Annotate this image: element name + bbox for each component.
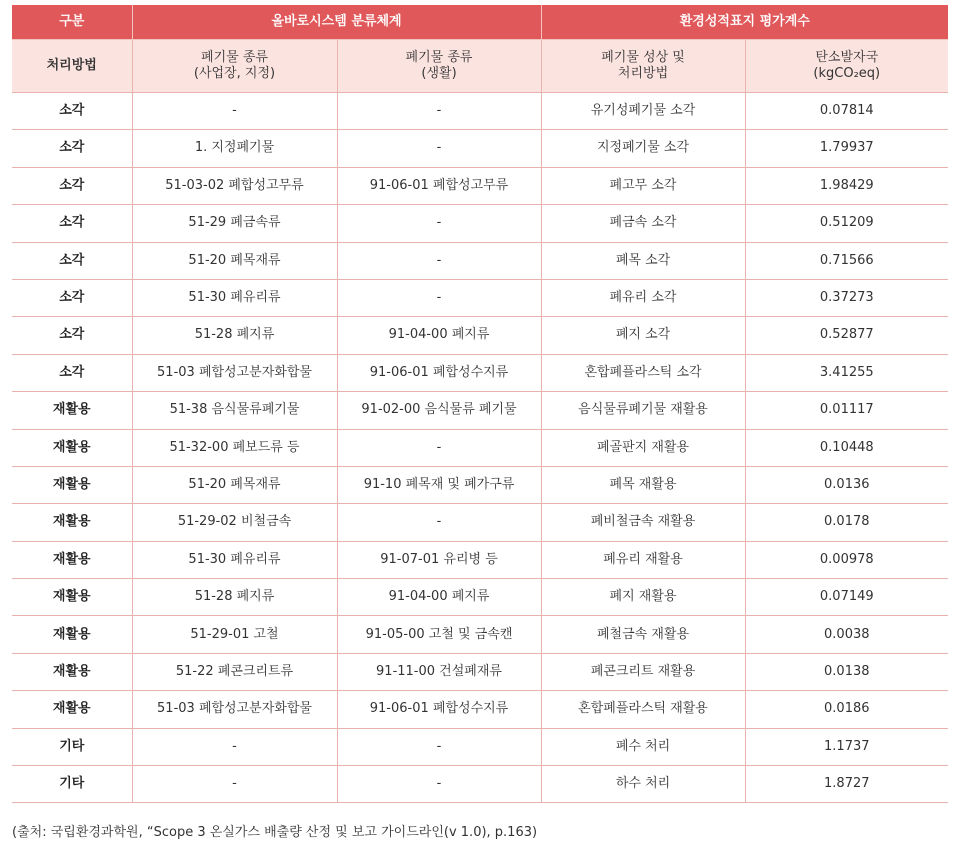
table-row [12, 616, 948, 653]
table-body [12, 93, 948, 803]
cell-waste-type-life: 91-11-00 건설폐재류 [337, 653, 541, 690]
header-row-sub [12, 40, 948, 93]
cell-method: 재활용 [12, 504, 132, 541]
cell-composition: 폐유리 소각 [541, 279, 745, 316]
header-waste-type-life [337, 40, 541, 93]
table-row [12, 279, 948, 316]
cell-carbon-value: 1.79937 [745, 130, 948, 167]
cell-composition: 하수 처리 [541, 766, 745, 803]
cell-waste-type-life: 91-06-01 폐합성고무류 [337, 167, 541, 204]
source-citation: (출처: 국립환경과학원, “Scope 3 온실가스 배출량 산정 및 보고 가이드라인(v 1.0), p.163) [12, 825, 538, 840]
cell-waste-type-biz: 51-28 폐지류 [132, 579, 337, 616]
cell-method: 소각 [12, 317, 132, 354]
cell-carbon-value: 0.71566 [745, 242, 948, 279]
table-row [12, 504, 948, 541]
cell-waste-type-biz: 51-20 폐목재류 [132, 466, 337, 503]
cell-waste-type-biz: 51-32-00 폐보드류 등 [132, 429, 337, 466]
cell-waste-type-biz: 51-38 음식물류폐기물 [132, 392, 337, 429]
cell-waste-type-biz: - [132, 93, 337, 130]
cell-method: 재활용 [12, 466, 132, 503]
cell-waste-type-biz: 51-29 폐금속류 [132, 205, 337, 242]
table-row [12, 242, 948, 279]
cell-carbon-value: 0.52877 [745, 317, 948, 354]
cell-composition: 지정폐기물 소각 [541, 130, 745, 167]
cell-carbon-value: 0.0136 [745, 466, 948, 503]
cell-carbon-value: 0.51209 [745, 205, 948, 242]
cell-carbon-value: 0.01117 [745, 392, 948, 429]
cell-waste-type-life: 91-04-00 폐지류 [337, 317, 541, 354]
header-row-top [12, 5, 948, 40]
cell-waste-type-biz: 51-03-02 폐합성고무류 [132, 167, 337, 204]
cell-method: 소각 [12, 279, 132, 316]
emission-factor-table-container [12, 5, 948, 803]
table-row [12, 728, 948, 765]
cell-waste-type-biz: 51-29-01 고철 [132, 616, 337, 653]
table-row [12, 205, 948, 242]
cell-waste-type-biz: - [132, 766, 337, 803]
table-row [12, 466, 948, 503]
cell-waste-type-biz: 51-03 폐합성고분자화합물 [132, 691, 337, 728]
cell-waste-type-biz: 1. 지정폐기물 [132, 130, 337, 167]
cell-waste-type-life: - [337, 279, 541, 316]
cell-waste-type-life: 91-04-00 폐지류 [337, 579, 541, 616]
cell-waste-type-life: - [337, 429, 541, 466]
table-row [12, 579, 948, 616]
cell-carbon-value: 1.98429 [745, 167, 948, 204]
cell-method: 소각 [12, 242, 132, 279]
cell-waste-type-life: - [337, 766, 541, 803]
cell-composition: 폐목 소각 [541, 242, 745, 279]
cell-composition: 폐지 재활용 [541, 579, 745, 616]
cell-method: 소각 [12, 167, 132, 204]
cell-method: 재활용 [12, 616, 132, 653]
cell-waste-type-biz: 51-20 폐목재류 [132, 242, 337, 279]
header-composition-line1: 폐기물 성상 및 [601, 49, 685, 65]
header-carbon-line2: (kgCO₂eq) [813, 66, 881, 81]
header-composition [541, 40, 745, 93]
table-row [12, 317, 948, 354]
cell-waste-type-life: 91-06-01 폐합성수지류 [337, 691, 541, 728]
cell-waste-type-life: - [337, 205, 541, 242]
cell-composition: 유기성폐기물 소각 [541, 93, 745, 130]
cell-composition: 혼합폐플라스틱 재활용 [541, 691, 745, 728]
cell-composition: 폐골판지 재활용 [541, 429, 745, 466]
cell-carbon-value: 0.07149 [745, 579, 948, 616]
cell-method: 소각 [12, 130, 132, 167]
cell-composition: 폐콘크리트 재활용 [541, 653, 745, 690]
cell-method: 재활용 [12, 579, 132, 616]
header-carbon-footprint [745, 40, 948, 93]
header-waste-type-biz [132, 40, 337, 93]
header-method: 처리방법 [12, 40, 132, 93]
cell-method: 재활용 [12, 691, 132, 728]
cell-waste-type-life: - [337, 504, 541, 541]
cell-composition: 혼합폐플라스틱 소각 [541, 354, 745, 391]
cell-composition: 폐고무 소각 [541, 167, 745, 204]
cell-waste-type-life: - [337, 130, 541, 167]
cell-waste-type-life: 91-05-00 고철 및 금속캔 [337, 616, 541, 653]
cell-waste-type-biz: - [132, 728, 337, 765]
table-row [12, 691, 948, 728]
cell-method: 기타 [12, 728, 132, 765]
cell-carbon-value: 0.0178 [745, 504, 948, 541]
header-waste-type-life-line2: (생활) [421, 66, 457, 81]
cell-method: 소각 [12, 205, 132, 242]
cell-method: 소각 [12, 93, 132, 130]
header-coefficient: 환경성적표지 평가계수 [541, 5, 948, 40]
table-row [12, 429, 948, 466]
cell-method: 기타 [12, 766, 132, 803]
cell-composition: 폐수 처리 [541, 728, 745, 765]
cell-waste-type-life: - [337, 93, 541, 130]
cell-waste-type-biz: 51-29-02 비철금속 [132, 504, 337, 541]
cell-carbon-value: 3.41255 [745, 354, 948, 391]
header-composition-line2: 처리방법 [617, 66, 669, 81]
header-group: 구분 [12, 5, 132, 40]
cell-composition: 폐유리 재활용 [541, 541, 745, 578]
cell-waste-type-life: 91-07-01 유리병 등 [337, 541, 541, 578]
cell-composition: 폐금속 소각 [541, 205, 745, 242]
cell-method: 재활용 [12, 653, 132, 690]
header-waste-type-life-line1: 폐기물 종류 [405, 49, 473, 65]
cell-carbon-value: 0.00978 [745, 541, 948, 578]
cell-composition: 폐목 재활용 [541, 466, 745, 503]
cell-waste-type-life: 91-06-01 폐합성수지류 [337, 354, 541, 391]
table-row [12, 130, 948, 167]
cell-carbon-value: 0.0186 [745, 691, 948, 728]
table-row [12, 354, 948, 391]
cell-carbon-value: 0.07814 [745, 93, 948, 130]
emission-factor-table [12, 5, 948, 803]
cell-waste-type-biz: 51-30 폐유리류 [132, 541, 337, 578]
cell-waste-type-biz: 51-03 폐합성고분자화합물 [132, 354, 337, 391]
table-row [12, 93, 948, 130]
table-row [12, 766, 948, 803]
cell-carbon-value: 1.8727 [745, 766, 948, 803]
cell-carbon-value: 0.0138 [745, 653, 948, 690]
cell-carbon-value: 0.0038 [745, 616, 948, 653]
cell-waste-type-life: - [337, 728, 541, 765]
cell-carbon-value: 0.37273 [745, 279, 948, 316]
header-carbon-line1: 탄소발자국 [815, 49, 879, 65]
cell-method: 소각 [12, 354, 132, 391]
cell-method: 재활용 [12, 541, 132, 578]
table-row [12, 541, 948, 578]
table-row [12, 653, 948, 690]
header-system: 올바로시스템 분류체계 [132, 5, 541, 40]
cell-composition: 폐지 소각 [541, 317, 745, 354]
cell-waste-type-biz: 51-28 폐지류 [132, 317, 337, 354]
cell-method: 재활용 [12, 392, 132, 429]
cell-composition: 음식물류폐기물 재활용 [541, 392, 745, 429]
table-row [12, 392, 948, 429]
header-waste-type-biz-line1: 폐기물 종류 [201, 49, 268, 65]
cell-waste-type-life: - [337, 242, 541, 279]
cell-composition: 폐철금속 재활용 [541, 616, 745, 653]
cell-waste-type-biz: 51-30 폐유리류 [132, 279, 337, 316]
cell-carbon-value: 1.1737 [745, 728, 948, 765]
cell-waste-type-life: 91-02-00 음식물류 폐기물 [337, 392, 541, 429]
cell-waste-type-life: 91-10 폐목재 및 폐가구류 [337, 466, 541, 503]
cell-method: 재활용 [12, 429, 132, 466]
cell-carbon-value: 0.10448 [745, 429, 948, 466]
table-row [12, 167, 948, 204]
header-waste-type-biz-line2: (사업장, 지정) [193, 66, 276, 81]
cell-composition: 폐비철금속 재활용 [541, 504, 745, 541]
cell-waste-type-biz: 51-22 폐콘크리트류 [132, 653, 337, 690]
